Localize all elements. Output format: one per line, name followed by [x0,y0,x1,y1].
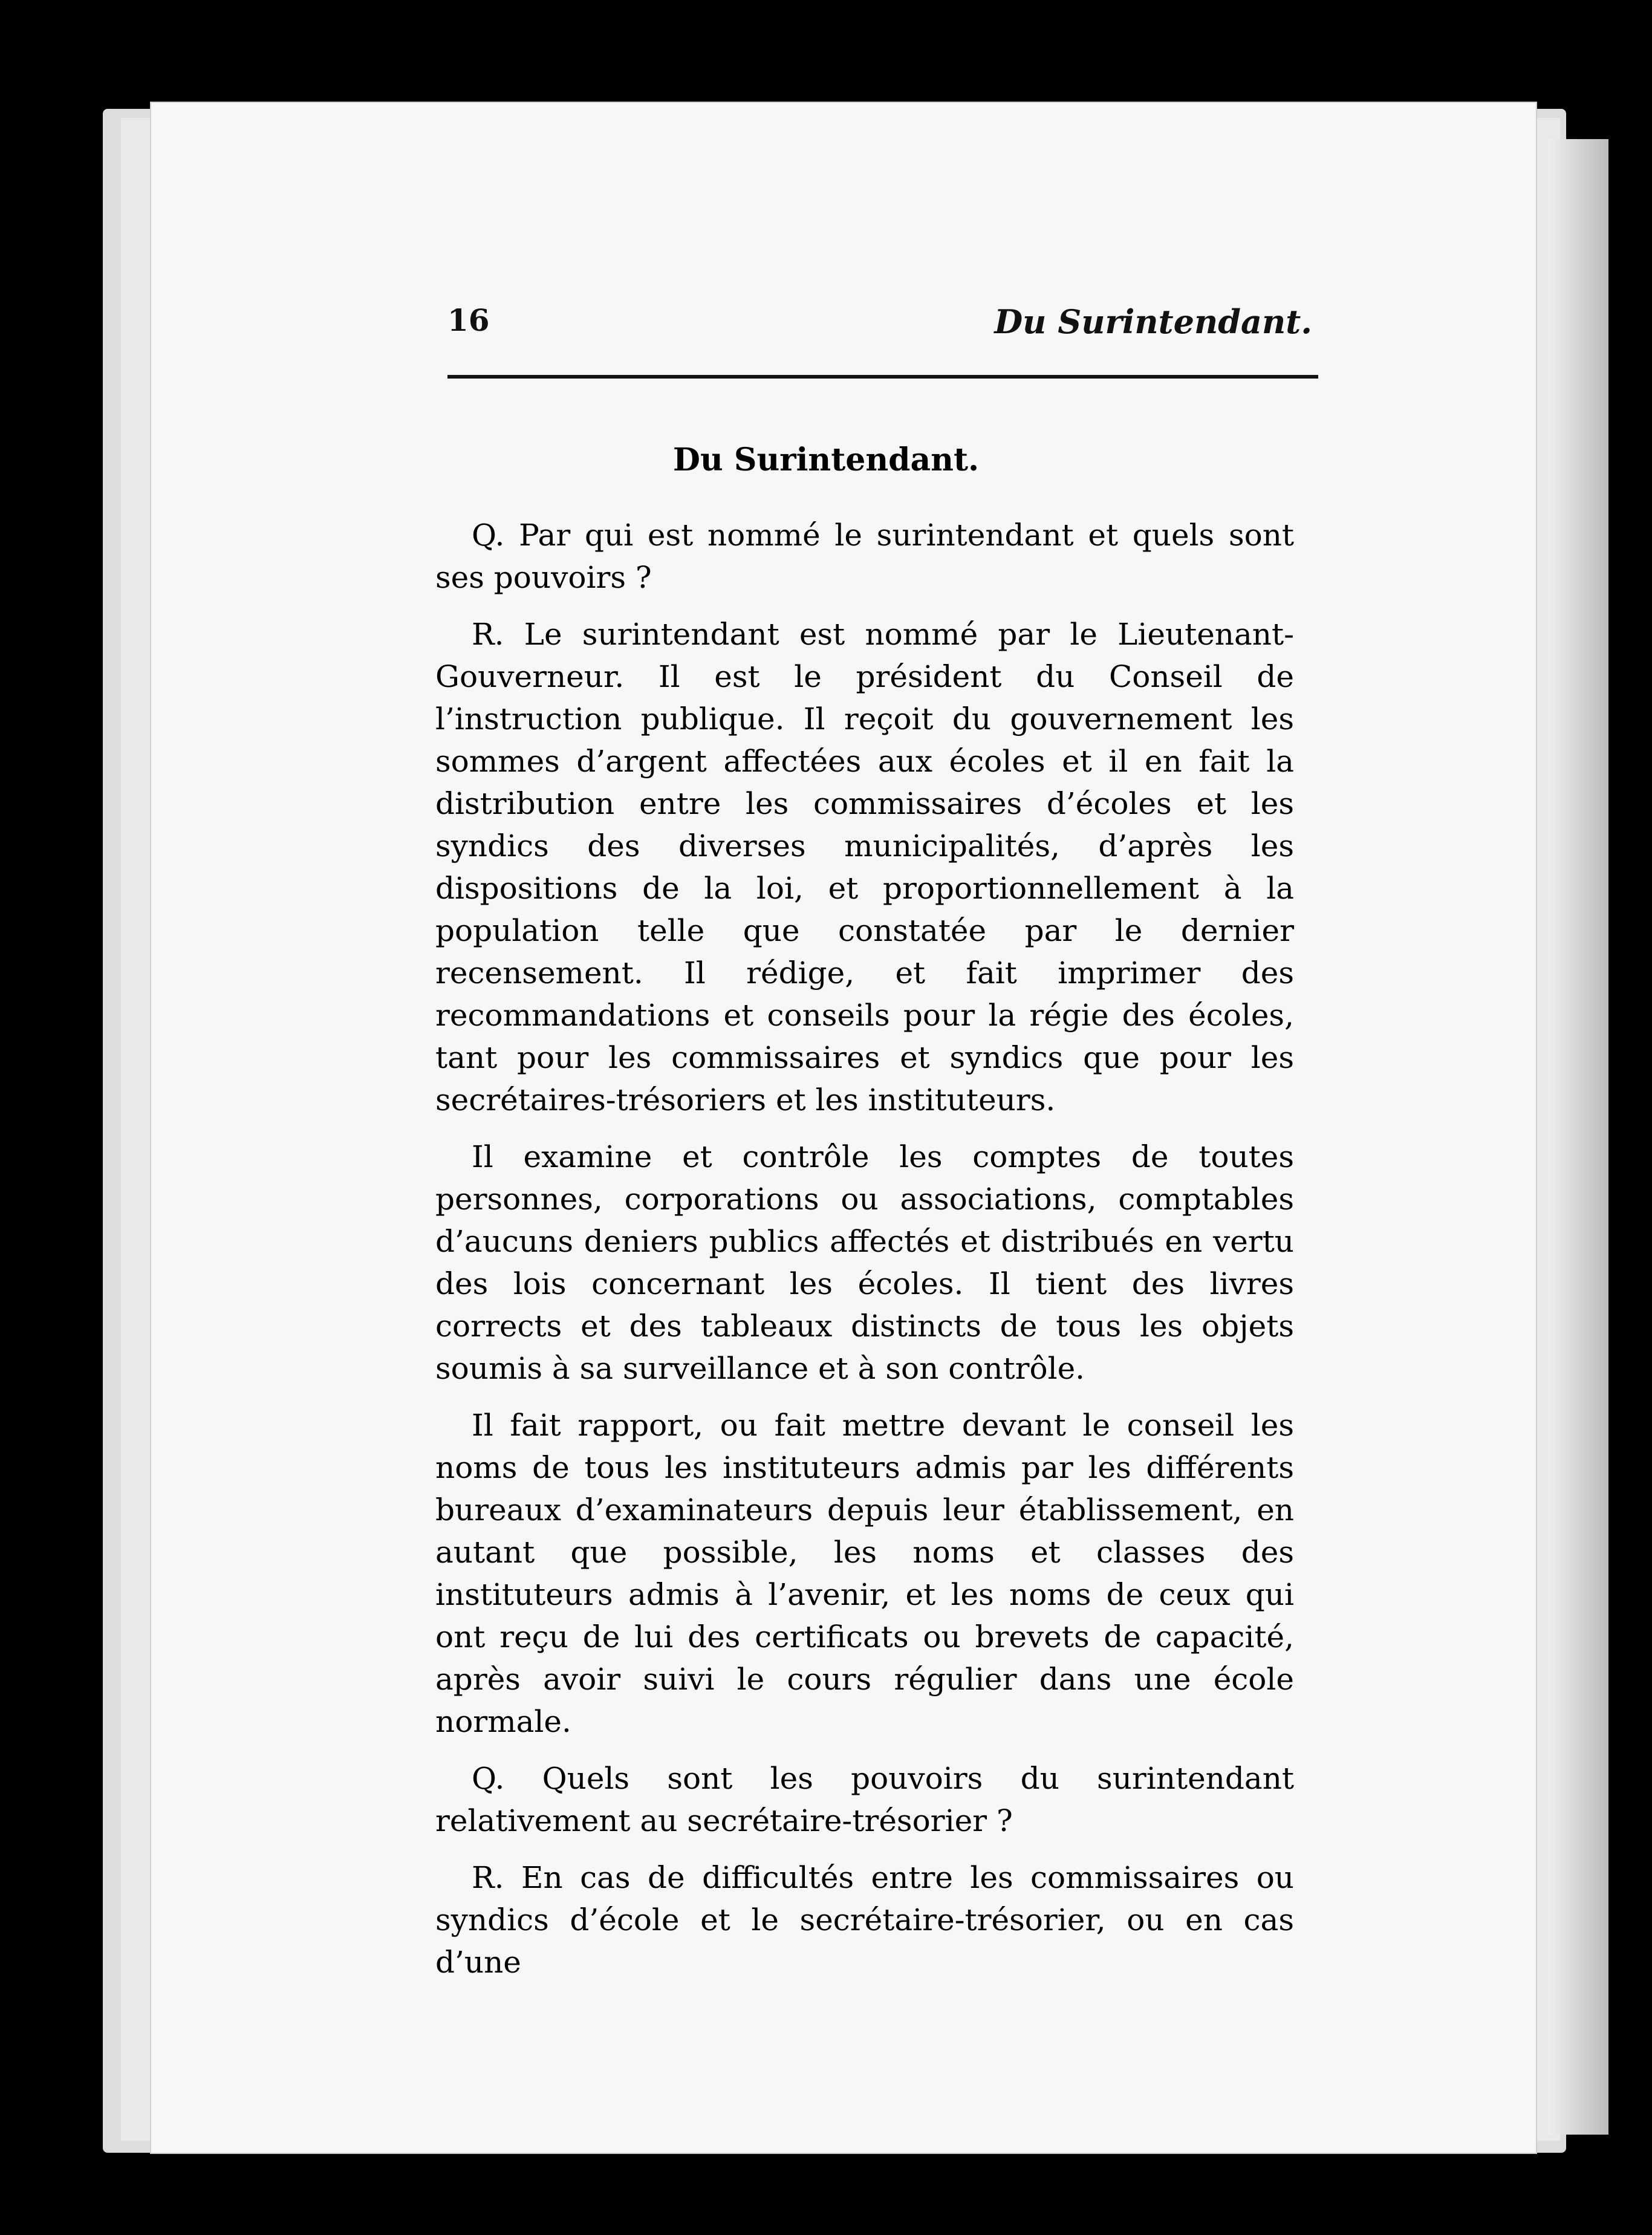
running-title: Du Surintendant. [994,302,1312,341]
paragraph-question-1: Q. Par qui est nommé le surintendant et quels sont ses pouvoirs ? [435,518,1294,595]
body-text [435,514,1294,1998]
running-header [423,284,1318,351]
paragraph-report: Il fait rapport, ou fait mettre devant le conseil les noms de tous les instituteurs admis par les différents bureaux d’examinateurs depuis leur établissement, en autant que possible, les noms et classes des instituteurs admis à l’avenir, et les noms de ceux qui ont reçu de lui des certificats ou brevets de capacité, après avoir suivi le cours régulier dans une école normale. [435,1408,1294,1739]
page-number: 16 [447,302,490,338]
paragraph-answer-2: R. En cas de difficultés entre les commissaires ou syndics d’école et le secrétaire-trésorier, ou en cas d’une [435,1860,1294,1980]
paragraph-examination: Il examine et contrôle les comptes de toutes personnes, corporations ou associations, comptables d’aucuns deniers publics affectés et distribués en vertu des lois concernant les écoles. Il tient des livres corrects et des tableaux distincts de tous les objets soumis à sa surveillance et à son contrôle. [435,1139,1294,1386]
header-rule [447,375,1318,379]
facing-page-edge [1548,139,1608,2135]
paragraph-answer-1: R. Le surintendant est nommé par le Lieutenant-Gouverneur. Il est le président du Conseil de l’instruction publique. Il reçoit du gouvernement les sommes d’argent affectées aux écoles et il en fait la distribution entre les commissaires d’écoles et les syndics des diverses municipalités, d’après les dispositions de la loi, et proportionnellement à la population telle que constatée par le dernier recensement. Il rédige, et fait imprimer des recommandations et conseils pour la régie des écoles, tant pour les commissaires et syndics que pour les secrétaires-trésoriers et les instituteurs. [435,617,1294,1118]
paragraph-question-2: Q. Quels sont les pouvoirs du surintendant relativement au secrétaire-trésorier ? [435,1761,1294,1838]
section-title: Du Surintendant. [672,441,980,478]
